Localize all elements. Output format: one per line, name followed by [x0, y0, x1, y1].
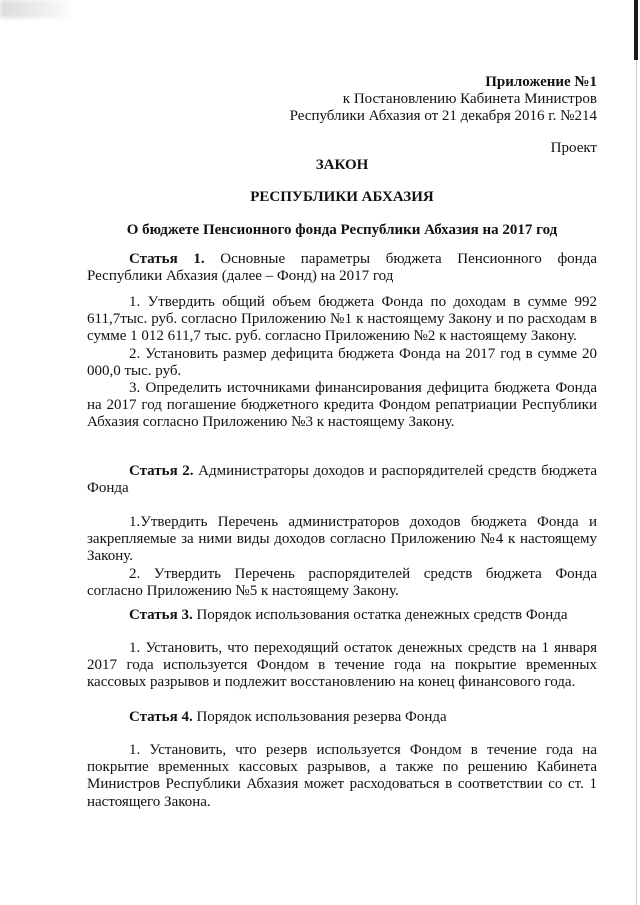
article-1-heading [87, 251, 597, 285]
scan-edge-bar [634, 0, 638, 60]
article-4-label: Статья 4. [129, 709, 193, 725]
article-2-heading [87, 463, 597, 497]
decree-reference-line-2: Республики Абхазия от 21 декабря 2016 г. №214 [289, 108, 597, 124]
article-1-items [87, 294, 597, 432]
article-1-heading-text: Основные параметры бюджета Пенсионного фонда Республики Абхазия (далее – Фонд) на 2017 год [87, 251, 597, 285]
article-2 [87, 463, 597, 497]
article-3-heading [87, 607, 597, 624]
article-3 [87, 607, 597, 624]
article-2-item-1: 1.Утвердить Перечень администраторов доходов бюджета Фонда и закрепляемые за ними виды доходов согласно Приложению №4 к настоящему Закону. [87, 514, 597, 565]
article-1-item-2: 2. Установить размер дефицита бюджета Фонда на 2017 год в сумме 20 000,0 тыс. руб. [87, 345, 597, 379]
article-3-label: Статья 3. [129, 607, 193, 623]
appendix-label: Приложение №1 [485, 74, 597, 90]
scan-edge-line [636, 60, 637, 905]
article-4-heading [87, 709, 597, 726]
article-3-item-1: 1. Установить, что переходящий остаток денежных средств на 1 января 2017 года используется Фондом в течение года на покрытие временных кассовых разрывов и подлежит восстановлению на конец финансового года. [87, 640, 597, 691]
decree-reference-line-1: к Постановлению Кабинета Министров [342, 91, 597, 107]
article-3-items [87, 640, 597, 692]
article-2-heading-text: Администраторы доходов и распорядителей средств бюджета Фонда [87, 463, 597, 497]
article-2-label: Статья 2. [129, 463, 194, 479]
republic-title: РЕСПУБЛИКИ АБХАЗИЯ [250, 189, 434, 205]
article-1-label: Статья 1. [129, 251, 205, 267]
article-4-item-1: 1. Установить, что резерв используется Фондом в течение года на покрытие временных кассовых разрывов, а также по решению Кабинета Министров Республики Абхазия может расходоваться в соответствии со ст. 1 настоящего Закона. [87, 742, 597, 810]
article-4-items [87, 742, 597, 811]
article-4 [87, 709, 597, 726]
appendix-header [290, 74, 597, 125]
article-2-item-2: 2. Утвердить Перечень распорядителей средств бюджета Фонда согласно Приложению №5 к настоящему Закону. [87, 565, 597, 599]
article-1-item-1: 1. Утвердить общий объем бюджета Фонда по доходам в сумме 992 611,7тыс. руб. согласно Приложению №1 к настоящему Закону и по расходам в сумме 1 012 611,7 тыс. руб. согласно Приложению №2 к настоящему Закону. [87, 294, 597, 345]
law-subject-title: О бюджете Пенсионного фонда Республики Абхазия на 2017 год [126, 222, 558, 238]
scan-smudge [0, 0, 70, 18]
law-title: ЗАКОН [315, 157, 369, 173]
article-2-items [87, 514, 597, 600]
article-4-heading-text: Порядок использования резерва Фонда [192, 709, 447, 725]
article-1-item-3: 3. Определить источниками финансирования дефицита бюджета Фонда на 2017 год погашение бюджетного кредита Фондом репатриации Республики Абхазия согласно Приложению №3 к настоящему Закону. [87, 380, 597, 431]
article-3-heading-text: Порядок использования остатка денежных средств Фонда [192, 607, 568, 623]
article-1 [87, 251, 597, 285]
draft-label: Проект [550, 140, 597, 156]
